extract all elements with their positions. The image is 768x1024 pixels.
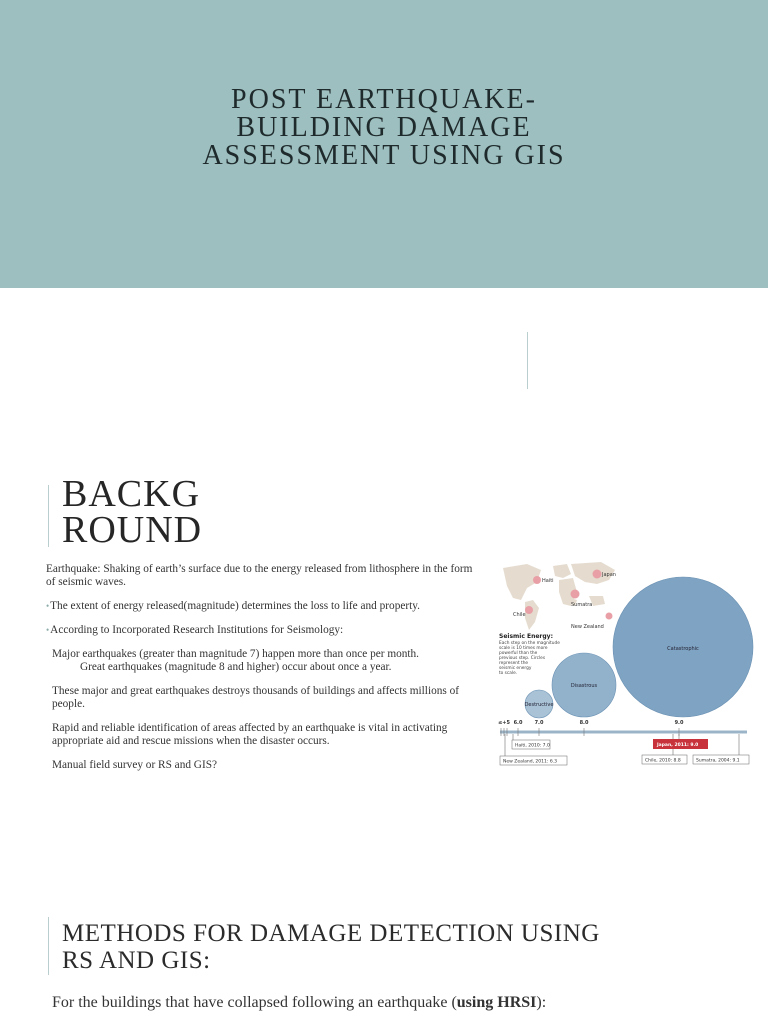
background-heading: [62, 473, 203, 551]
earthquake-definition: Earthquake: Shaking of earth’s surface due to the energy released from lithosphere in the form of seismic waves.: [46, 563, 473, 588]
methods-intro: [52, 994, 546, 1012]
axis-tick-8: 8.0: [579, 720, 589, 726]
map-label-new-zealand: New Zealand: [571, 624, 604, 630]
methods-heading-line-1: METHODS FOR DAMAGE DETECTION USING: [62, 920, 600, 947]
axis-tick-7: 7.0: [534, 720, 544, 726]
legend-line: to scale.: [499, 671, 518, 676]
legend-line: previous step. Circles: [499, 656, 546, 661]
title-line-3: ASSESSMENT USING GIS: [202, 140, 566, 171]
background-heading-line-1: BACKG: [62, 473, 201, 515]
event-new-zealand: New Zealand, 2011: 6.3: [503, 759, 557, 765]
title-slide: [0, 0, 768, 288]
circle-label-catastrophic: Catastrophic: [667, 646, 699, 652]
circle-label-disastrous: Disastrous: [570, 683, 598, 689]
axis-tick-6: 6.0: [513, 720, 523, 726]
methods-intro-start: For the buildings that have collapsed following an earthquake (: [52, 994, 457, 1011]
bullet-icon: •: [46, 625, 50, 635]
divider-rule: [527, 332, 528, 389]
event-sumatra: Sumatra, 2004: 9.1: [696, 758, 740, 764]
legend-line: Each step on the magnitude: [499, 641, 560, 646]
marker-new-zealand: [606, 613, 613, 620]
methods-intro-end: ):: [536, 994, 547, 1011]
axis-tick-9: 9.0: [674, 720, 684, 726]
marker-sumatra: [571, 590, 580, 599]
event-japan: Japan, 2011: 9.0: [657, 743, 699, 748]
para-manual: Manual field survey or RS and GIS?: [52, 759, 218, 771]
para-destroy: These major and great earthquakes destroys thousands of buildings and affects millions of people.: [52, 685, 460, 710]
bullet-icon: •: [46, 601, 50, 611]
marker-japan: [593, 570, 602, 579]
legend-line: represent the: [499, 661, 529, 666]
map-label-chile: Chile: [513, 612, 526, 618]
bullet-iris: [46, 624, 474, 637]
para-rapid: Rapid and reliable identification of areas affected by an earthquake is vital in activating appropriate aid and rescue missions when the disaster occurs.: [52, 722, 448, 747]
legend-line: seismic energy: [499, 666, 532, 671]
map-label-haiti: Haiti: [542, 578, 554, 584]
methods-heading: [62, 920, 600, 974]
heading-accent-rule: [48, 485, 49, 547]
circle-label-destructive: Destructive: [524, 702, 554, 708]
background-body: [46, 563, 474, 783]
title-line-1: POST EARTHQUAKE-: [231, 84, 537, 115]
legend-line: scale is 10 times more: [499, 646, 548, 651]
axis-tick-5: ≤+5: [498, 720, 510, 726]
legend-title: Seismic Energy:: [499, 633, 553, 640]
seismic-energy-figure: [497, 560, 755, 772]
heading-accent-rule: [48, 917, 49, 975]
para-frequency: [46, 648, 474, 674]
methods-intro-bold: using HRSI: [456, 994, 537, 1011]
presentation-title: [0, 86, 768, 170]
title-line-2: BUILDING DAMAGE: [236, 112, 532, 143]
map-label-sumatra: Sumatra: [571, 602, 593, 608]
methods-heading-line-2: RS AND GIS:: [62, 947, 211, 974]
legend-text: [499, 640, 560, 676]
bullet-energy: [46, 600, 474, 613]
marker-haiti: [533, 576, 541, 584]
bullet-energy-text: The extent of energy released(magnitude) determines the loss to life and property.: [50, 600, 420, 612]
event-chile: Chile, 2010: 8.8: [645, 758, 681, 764]
map-label-japan: Japan: [602, 572, 616, 578]
para-great: Great earthquakes (magnitude 8 and higher) occur about once a year.: [80, 661, 392, 673]
event-haiti: Haiti, 2010: 7.0: [515, 743, 550, 749]
legend-line: powerful than the: [499, 651, 538, 656]
background-heading-line-2: ROUND: [62, 509, 203, 551]
para-major: Major earthquakes (greater than magnitude 7) happen more than once per month.: [52, 648, 420, 660]
marker-chile: [525, 606, 533, 614]
bullet-iris-text: According to Incorporated Research Institutions for Seismology:: [50, 624, 344, 636]
